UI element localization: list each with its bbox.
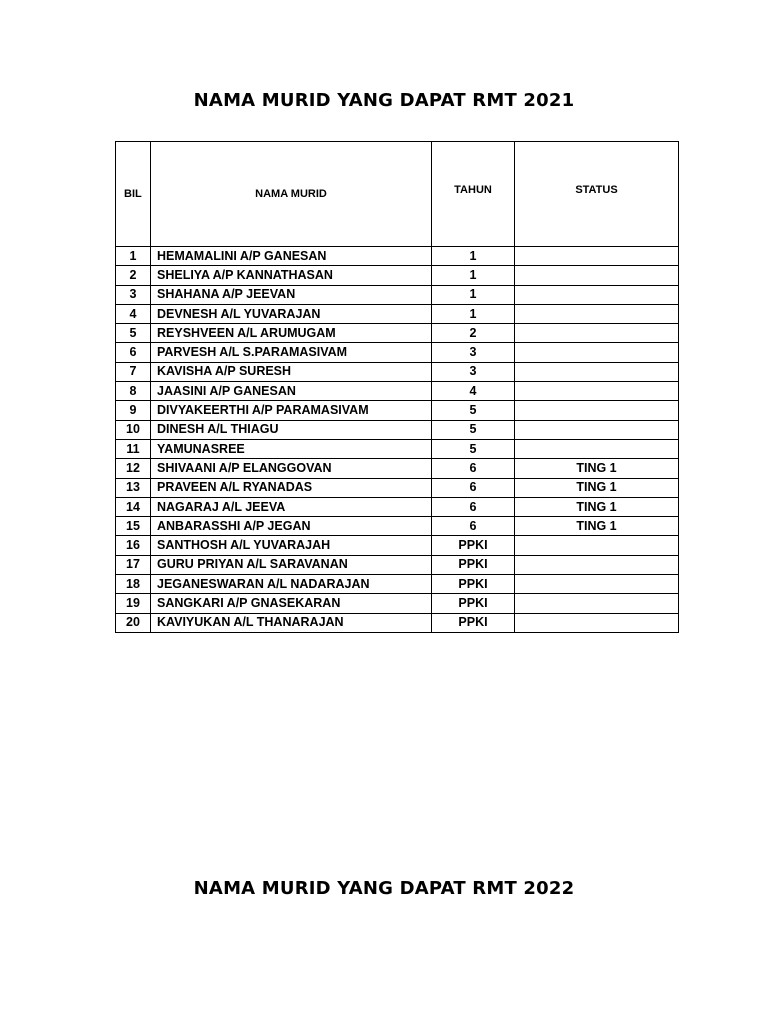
- status-cell: [515, 401, 679, 420]
- table-row: [116, 478, 679, 497]
- table-row: [116, 304, 679, 323]
- row-number: 18: [116, 575, 151, 594]
- student-name: JAASINI A/P GANESAN: [151, 382, 432, 401]
- table-row: [116, 324, 679, 343]
- year-level: 3: [432, 362, 515, 381]
- year-level: 5: [432, 420, 515, 439]
- table-row: [116, 382, 679, 401]
- status-cell: [515, 555, 679, 574]
- row-number: 7: [116, 362, 151, 381]
- header-bil: BIL: [116, 142, 151, 247]
- student-name: NAGARAJ A/L JEEVA: [151, 497, 432, 516]
- row-number: 1: [116, 247, 151, 266]
- header-tahun: [432, 142, 515, 247]
- status-cell: [515, 420, 679, 439]
- status-cell: [515, 324, 679, 343]
- year-level: 5: [432, 439, 515, 458]
- student-name: DIVYAKEERTHI A/P PARAMASIVAM: [151, 401, 432, 420]
- year-level: 5: [432, 401, 515, 420]
- student-name: YAMUNASREE: [151, 439, 432, 458]
- year-level: 4: [432, 382, 515, 401]
- row-number: 14: [116, 497, 151, 516]
- status-cell: [515, 247, 679, 266]
- row-number: 10: [116, 420, 151, 439]
- table-row: [116, 536, 679, 555]
- table-row: [116, 343, 679, 362]
- row-number: 4: [116, 304, 151, 323]
- status-cell: [515, 439, 679, 458]
- row-number: 12: [116, 459, 151, 478]
- table-row: [116, 459, 679, 478]
- student-name: GURU PRIYAN A/L SARAVANAN: [151, 555, 432, 574]
- table-body: [116, 247, 679, 633]
- year-level: 6: [432, 517, 515, 536]
- student-name: ANBARASSHI A/P JEGAN: [151, 517, 432, 536]
- table-row: [116, 362, 679, 381]
- status-cell: [515, 362, 679, 381]
- header-nama-murid: NAMA MURID: [151, 142, 432, 247]
- table-row: [116, 420, 679, 439]
- status-cell: TING 1: [515, 459, 679, 478]
- row-number: 11: [116, 439, 151, 458]
- student-name: PARVESH A/L S.PARAMASIVAM: [151, 343, 432, 362]
- year-level: PPKI: [432, 575, 515, 594]
- header-status-label: STATUS: [575, 184, 618, 196]
- table-row: [116, 266, 679, 285]
- table-row: [116, 575, 679, 594]
- row-number: 8: [116, 382, 151, 401]
- table-row: [116, 594, 679, 613]
- row-number: 3: [116, 285, 151, 304]
- year-level: 1: [432, 266, 515, 285]
- row-number: 5: [116, 324, 151, 343]
- table-row: [116, 439, 679, 458]
- year-level: 6: [432, 459, 515, 478]
- status-cell: TING 1: [515, 517, 679, 536]
- student-name: SANGKARI A/P GNASEKARAN: [151, 594, 432, 613]
- year-level: 1: [432, 247, 515, 266]
- student-name: KAVISHA A/P SURESH: [151, 362, 432, 381]
- status-cell: [515, 613, 679, 632]
- table-row: [116, 555, 679, 574]
- student-name: SANTHOSH A/L YUVARAJAH: [151, 536, 432, 555]
- row-number: 13: [116, 478, 151, 497]
- row-number: 16: [116, 536, 151, 555]
- student-name: SHIVAANI A/P ELANGGOVAN: [151, 459, 432, 478]
- status-cell: [515, 285, 679, 304]
- student-name: REYSHVEEN A/L ARUMUGAM: [151, 324, 432, 343]
- status-cell: [515, 304, 679, 323]
- header-status: [515, 142, 679, 247]
- student-name: SHAHANA A/P JEEVAN: [151, 285, 432, 304]
- row-number: 2: [116, 266, 151, 285]
- student-name: DINESH A/L THIAGU: [151, 420, 432, 439]
- year-level: PPKI: [432, 594, 515, 613]
- year-level: 1: [432, 304, 515, 323]
- student-name: SHELIYA A/P KANNATHASAN: [151, 266, 432, 285]
- page-title: NAMA MURID YANG DAPAT RMT 2021: [193, 90, 575, 111]
- status-cell: [515, 343, 679, 362]
- year-level: 2: [432, 324, 515, 343]
- student-table: [115, 141, 679, 633]
- year-level: PPKI: [432, 555, 515, 574]
- table-row: [116, 497, 679, 516]
- status-cell: [515, 594, 679, 613]
- row-number: 19: [116, 594, 151, 613]
- row-number: 9: [116, 401, 151, 420]
- status-cell: TING 1: [515, 497, 679, 516]
- row-number: 20: [116, 613, 151, 632]
- row-number: 17: [116, 555, 151, 574]
- row-number: 6: [116, 343, 151, 362]
- table-row: [116, 247, 679, 266]
- row-number: 15: [116, 517, 151, 536]
- year-level: PPKI: [432, 536, 515, 555]
- student-name: DEVNESH A/L YUVARAJAN: [151, 304, 432, 323]
- year-level: PPKI: [432, 613, 515, 632]
- table-row: [116, 613, 679, 632]
- table-row: [116, 401, 679, 420]
- student-name: KAVIYUKAN A/L THANARAJAN: [151, 613, 432, 632]
- header-tahun-label: TAHUN: [454, 184, 492, 196]
- year-level: 6: [432, 497, 515, 516]
- status-cell: [515, 536, 679, 555]
- student-name: JEGANESWARAN A/L NADARAJAN: [151, 575, 432, 594]
- status-cell: TING 1: [515, 478, 679, 497]
- year-level: 1: [432, 285, 515, 304]
- table-row: [116, 285, 679, 304]
- next-section-title: NAMA MURID YANG DAPAT RMT 2022: [193, 878, 575, 899]
- year-level: 3: [432, 343, 515, 362]
- table-header-row: [116, 142, 679, 247]
- status-cell: [515, 266, 679, 285]
- year-level: 6: [432, 478, 515, 497]
- student-name: HEMAMALINI A/P GANESAN: [151, 247, 432, 266]
- table-row: [116, 517, 679, 536]
- student-name: PRAVEEN A/L RYANADAS: [151, 478, 432, 497]
- status-cell: [515, 575, 679, 594]
- status-cell: [515, 382, 679, 401]
